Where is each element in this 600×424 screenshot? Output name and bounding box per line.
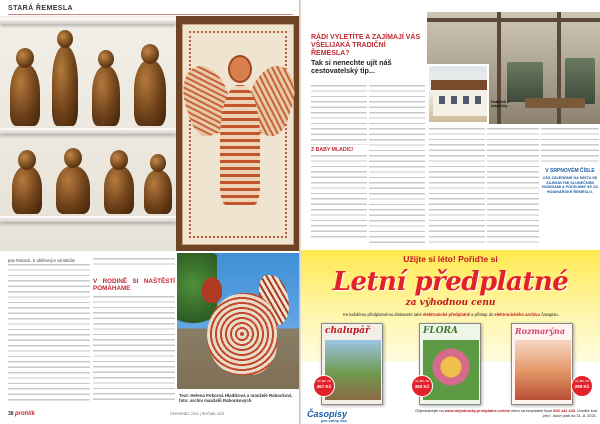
body-text-lines — [487, 128, 539, 246]
angel-head — [228, 55, 252, 83]
magazine-image — [515, 340, 571, 400]
body-text-lines — [93, 258, 175, 268]
body-text-lines — [541, 128, 599, 164]
price-badge — [571, 375, 593, 397]
body-text-lines — [311, 85, 367, 145]
figure-head — [98, 50, 114, 68]
figure-head — [64, 148, 82, 168]
price-prefix: už jen za — [415, 379, 429, 383]
article-column-2 — [93, 258, 175, 408]
next-issue-box — [541, 128, 599, 246]
headline: RÁDI VYLETÍTE A ZAJÍMAJÍ VÁS VŠELIJAKÁ TRADIČNÍ ŘEMESLA? — [311, 34, 421, 57]
figure-head — [18, 150, 36, 170]
left-page — [0, 0, 299, 424]
box-text: VÁS ZAVEDEME NA MÍSTA SE ZAJÍMAVÝMI SLUNEČNÍMI HODINAMI A PODÍVÁME SE ZA HODINÁŘSKÉ ŘEMESLO. — [541, 176, 599, 194]
body-text-lines — [311, 155, 367, 240]
body-text-lines — [369, 85, 425, 245]
photo-caption: Text: Helena Pokorná Hladíková a manželé Rabockovi, foto: archiv manželů Rabockových — [179, 393, 293, 404]
house-window — [451, 96, 457, 104]
figure-head — [141, 44, 159, 64]
ad-intro: Užijte si léto! Pořiďte si — [403, 254, 498, 264]
figure — [134, 60, 166, 126]
figure-head — [150, 154, 166, 172]
magazine-cover-rozmaryna[interactable] — [511, 323, 573, 405]
order-phone[interactable]: 800 444 445 — [553, 408, 575, 413]
photo-ceramic-rooster — [177, 253, 299, 389]
price-value: 457 Kč — [316, 384, 332, 389]
article-column-6 — [487, 128, 539, 246]
offer-text: Ke každému předplatnému dostanete také — [343, 312, 423, 317]
figure — [104, 166, 134, 214]
figure — [10, 64, 40, 126]
subscription-ad[interactable] — [301, 250, 600, 424]
rooster-head — [202, 277, 222, 303]
order-info — [411, 409, 597, 419]
page-number: 38 — [8, 411, 14, 417]
workbench — [525, 98, 585, 108]
ad-title: Letní předplatné — [332, 267, 569, 297]
magazine-title: FLORA — [423, 326, 459, 336]
house-window — [463, 96, 469, 104]
section-rule — [8, 14, 293, 15]
price-prefix: už jen za — [317, 379, 331, 383]
subheading: V RODINĚ SI NAŠTĚSTÍ POMÁHAME — [93, 278, 175, 292]
house-window — [475, 96, 481, 104]
brand-logo: prohlík — [14, 411, 35, 417]
photo-carved-figures — [0, 16, 176, 251]
box-title: V SRPNOVÉM ČÍSLE — [545, 168, 595, 174]
photo-house — [427, 64, 489, 124]
house-window — [439, 96, 445, 104]
figure — [12, 166, 42, 214]
right-page — [301, 0, 600, 424]
price-value: 360 Kč — [414, 384, 430, 389]
magazine-title: Rozmarýna — [515, 326, 566, 336]
rooster-body — [207, 293, 277, 375]
article-column-1 — [8, 258, 90, 408]
column-lead: pan Rabock. K oblíbeným výrobkům — [8, 258, 76, 263]
magazine-title: chalupář — [325, 326, 370, 336]
photo-angel-relief — [176, 16, 299, 251]
ad-subtitle: za výhodnou cenu — [405, 298, 496, 308]
figure — [56, 166, 90, 214]
order-text: nebo na bezplatné lince — [510, 408, 554, 413]
figure-head — [57, 30, 73, 48]
publisher-logo: Časopisy — [307, 409, 348, 419]
price-prefix: už jen za — [575, 379, 589, 383]
article-column-4 — [369, 85, 425, 245]
figure — [52, 46, 78, 126]
figure-head — [16, 48, 34, 68]
offer-text: časopisu. — [540, 312, 559, 317]
subheading: Z BABY MLADIC! — [311, 147, 354, 153]
ceiling-beam — [427, 18, 600, 22]
ad-offer — [315, 312, 587, 317]
figure — [92, 66, 120, 126]
figure — [144, 170, 172, 214]
order-text: Objednávejte na — [415, 408, 445, 413]
figure-head — [110, 150, 128, 170]
angel-body — [220, 85, 260, 205]
shelf — [0, 216, 176, 222]
article-column-3 — [311, 85, 367, 245]
folio — [8, 411, 35, 417]
section-title: STARÁ ŘEMESLA — [8, 5, 73, 12]
issue-date: ČERVENEC 2021 | ROČNÍK 2021 — [170, 412, 225, 416]
house-roof — [431, 80, 489, 90]
deck: Tak si nenechte ujít náš cestovatelský tip... — [311, 58, 392, 76]
price-badge — [411, 375, 433, 397]
body-text-lines — [429, 128, 485, 246]
body-text-lines — [8, 264, 90, 404]
price-badge — [313, 375, 335, 397]
body-text-lines — [93, 296, 175, 404]
order-text: . Uveďte kód „leto“. Akce platí do 31. 8. 2021. — [542, 408, 597, 418]
offer-highlight: elektronického archivu — [494, 312, 541, 317]
publisher-tagline: pro volný čas — [321, 418, 347, 423]
shelf — [0, 128, 176, 134]
ceramic-tile — [182, 24, 294, 245]
photo-caption: Hoblíček a kobyličky — [491, 100, 509, 109]
offer-text: a přístup do — [469, 312, 495, 317]
offer-highlight: elektronické předplatné — [422, 312, 470, 317]
order-link[interactable]: www.objednavky.predplatne.cz/leto — [444, 408, 511, 413]
price-value: 289 Kč — [574, 384, 590, 389]
machine — [507, 62, 543, 102]
article-column-5 — [429, 128, 485, 246]
shelf — [0, 18, 176, 24]
ad-footer — [301, 408, 600, 424]
